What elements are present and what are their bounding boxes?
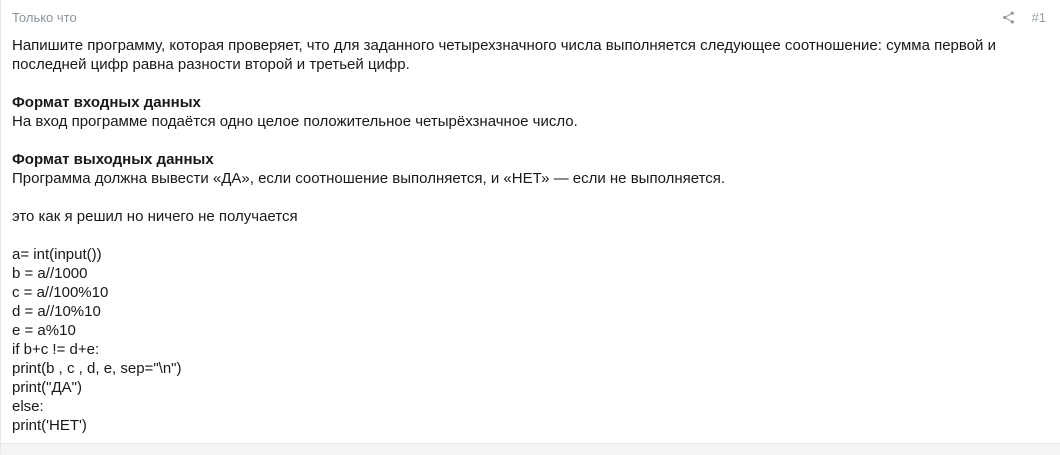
code-line: a= int(input()) bbox=[12, 246, 102, 263]
input-format-heading: Формат входных данных bbox=[12, 94, 201, 111]
share-icon bbox=[1001, 10, 1016, 25]
post-header bbox=[1, 0, 1060, 25]
code-block bbox=[12, 245, 1046, 435]
page-background-strip bbox=[1, 443, 1060, 455]
code-line: c = a//100%10 bbox=[12, 284, 109, 301]
share-button[interactable] bbox=[1001, 10, 1016, 25]
code-line: print(b , c , d, e, sep="\n") bbox=[12, 360, 182, 377]
code-line: print("ДА") bbox=[12, 379, 82, 396]
code-line: b = a//1000 bbox=[12, 265, 88, 282]
output-format-text: Программа должна вывести «ДА», если соотношение выполняется, и «НЕТ» — если не выполняется. bbox=[12, 170, 726, 187]
post-message bbox=[1, 25, 1060, 435]
post-header-actions bbox=[1001, 10, 1046, 25]
code-line: if b+c != d+e: bbox=[12, 341, 100, 358]
input-format-text: На вход программе подаётся одно целое положительное четырёхзначное число. bbox=[12, 113, 578, 130]
output-format-heading: Формат выходных данных bbox=[12, 151, 214, 168]
code-line: print('НЕТ') bbox=[12, 417, 87, 434]
post-number-link[interactable]: #1 bbox=[1031, 10, 1046, 25]
task-description: Напишите программу, которая проверяет, что для заданного четырехзначного числа выполняется следующее соотношение: сумма первой и последней цифр равна разности второй и третьей цифр. bbox=[12, 37, 996, 73]
code-line: else: bbox=[12, 398, 44, 415]
code-line: e = a%10 bbox=[12, 322, 76, 339]
user-comment: это как я решил но ничего не получается bbox=[12, 208, 298, 225]
post-timestamp[interactable]: Только что bbox=[12, 10, 77, 25]
code-line: d = a//10%10 bbox=[12, 303, 101, 320]
